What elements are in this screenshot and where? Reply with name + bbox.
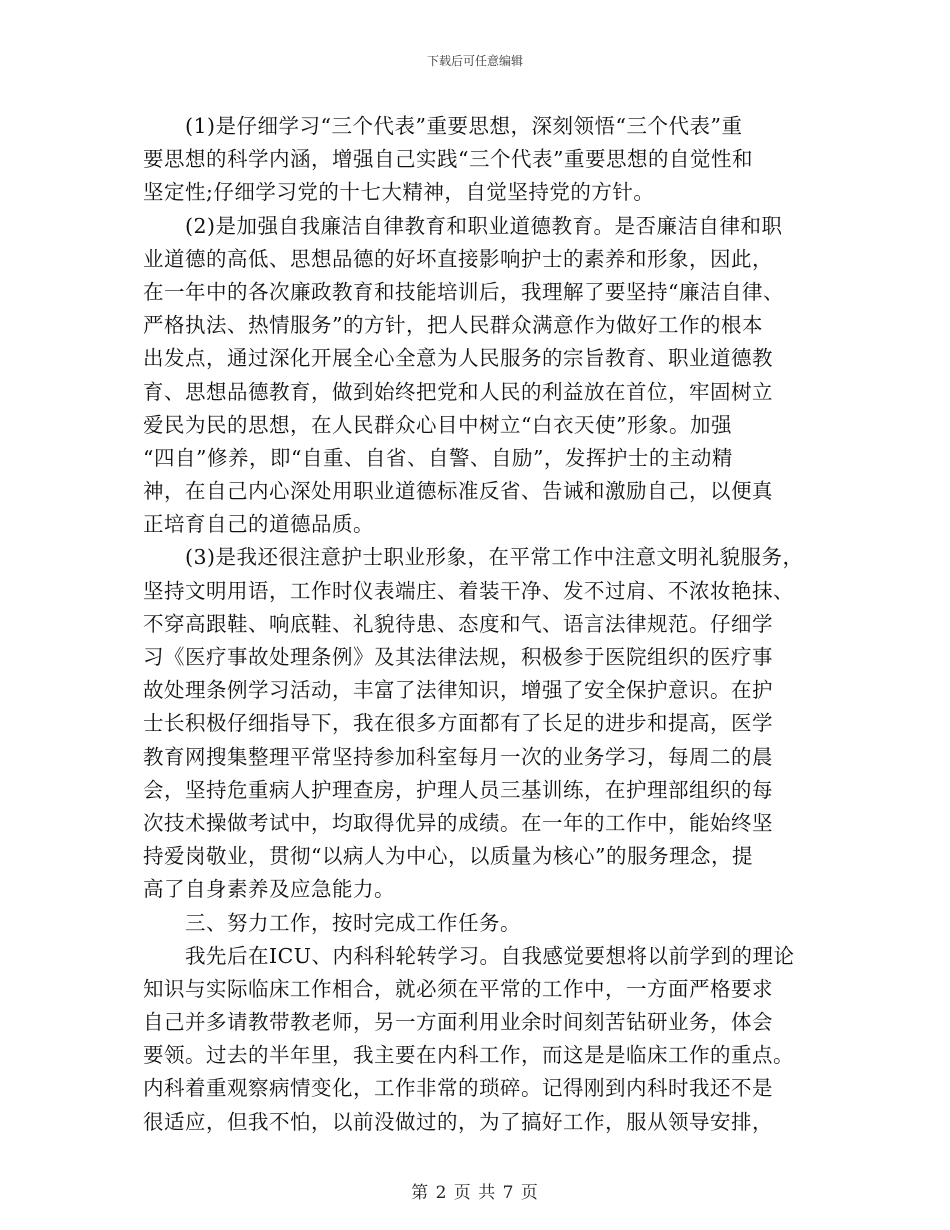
text-line: (2)是加强自我廉洁自律教育和职业道德教育。是否廉洁自律和职	[185, 213, 783, 238]
text-line: (3)是我还很注意护士职业形象，在平常工作中注意文明礼貌服务，	[185, 545, 804, 570]
text-line: 神，在自己内心深处用职业道德标准反省、告诫和激励自己，以便真	[143, 479, 773, 504]
text-line: 不穿高跟鞋、响底鞋、礼貌待患、态度和气、语言法律规范。仔细学	[143, 611, 773, 636]
text-line: 出发点，通过深化开展全心全意为人民服务的宗旨教育、职业道德教	[143, 346, 773, 371]
document-body	[143, 110, 813, 1139]
text-line: “四自”修养，即“自重、自省、自警、自励”，发挥护士的主动精	[143, 445, 733, 470]
text-line: 业道德的高低、思想品德的好坏直接影响护士的素养和形象，因此，	[143, 246, 773, 271]
text-line: 要思想的科学内涵，增强自己实践“三个代表”重要思想的自觉性和	[143, 147, 753, 172]
text-line: 自己并多请教带教老师，另一方面利用业余时间刻苦钻研业务，体会	[143, 1010, 773, 1035]
text-line: 高了自身素养及应急能力。	[143, 877, 395, 902]
text-line: 在一年中的各次廉政教育和技能培训后，我理解了要坚持“廉洁自律、	[143, 279, 784, 304]
text-line: 内科着重观察病情变化，工作非常的琐碎。记得刚到内科时我还不是	[143, 1076, 773, 1101]
text-line: 爱民为民的思想，在人民群众心目中树立“白衣天使”形象。加强	[143, 412, 732, 437]
text-line: 育、思想品德教育，做到始终把党和人民的利益放在首位，牢固树立	[143, 379, 773, 404]
text-line: 正培育自己的道德品质。	[143, 512, 374, 537]
text-line: 三、努力工作，按时完成工作任务。	[185, 910, 521, 935]
text-line: 很适应，但我不怕，以前没做过的，为了搞好工作，服从领导安排，	[143, 1109, 773, 1134]
text-line: 要领。过去的半年里，我主要在内科工作，而这是是临床工作的重点。	[143, 1043, 794, 1068]
text-line: 坚定性;仔细学习党的十七大精神，自觉坚持党的方针。	[143, 180, 655, 205]
text-line: 教育网搜集整理平常坚持参加科室每月一次的业务学习，每周二的晨	[143, 744, 773, 769]
text-line: 持爱岗敬业，贯彻“以病人为中心，以质量为核心”的服务理念，提	[143, 844, 753, 869]
text-line: 严格执法、热情服务”的方针，把人民群众满意作为做好工作的根本	[143, 313, 763, 338]
text-line: 知识与实际临床工作相合，就必须在平常的工作中，一方面严格要求	[143, 976, 773, 1001]
page-number: 第 2 页 共 7 页	[411, 1183, 539, 1203]
text-line: 士长积极仔细指导下，我在很多方面都有了长足的进步和提高，医学	[143, 711, 773, 736]
text-line: (1)是仔细学习“三个代表”重要思想，深刻领悟“三个代表”重	[185, 114, 743, 138]
text-line: 故处理条例学习活动，丰富了法律知识，增强了安全保护意识。在护	[143, 678, 773, 703]
text-line: 会，坚持危重病人护理查房，护理人员三基训练，在护理部组织的每	[143, 777, 773, 802]
text-line: 习《医疗事故处理条例》及其法律法规，积极参于医院组织的医疗事	[143, 645, 773, 669]
page-header: 下载后可任意编辑	[426, 54, 523, 68]
text-line: 我先后在ICU、内科科轮转学习。自我感觉要想将以前学到的理论	[185, 943, 795, 968]
text-line: 坚持文明用语，工作时仪表端庄、着装干净、发不过肩、不浓妆艳抹、	[143, 578, 794, 603]
text-line: 次技术操做考试中，均取得优异的成绩。在一年的工作中，能始终坚	[143, 810, 773, 835]
